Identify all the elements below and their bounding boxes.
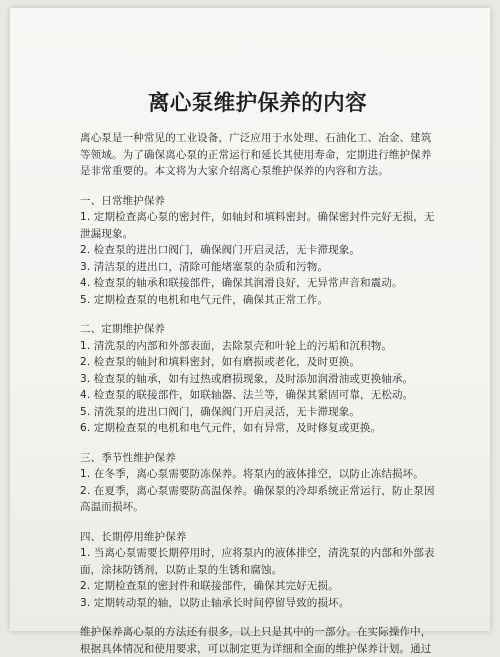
- list-item: 1. 定期检查离心泵的密封件，如轴封和填料密封。确保密封件完好无损，无泄漏现象。: [80, 211, 435, 240]
- closing-section: [80, 624, 435, 657]
- section-seasonal: [80, 450, 435, 516]
- section-heading: 二、定期维护保养: [80, 323, 166, 335]
- section-heading: 四、长期停用维护保养: [80, 530, 187, 543]
- list-item: 4. 检查泵的轴承和联接部件，确保其润滑良好，无异常声音和震动。: [80, 277, 403, 289]
- section-heading: 三、季节性维护保养: [80, 451, 176, 464]
- list-item: 2. 检查泵的进出口阀门，确保阀门开启灵活，无卡滞现象。: [80, 244, 361, 256]
- list-item: 1. 当离心泵需要长期停用时，应将泵内的液体排空，清洗泵的内部和外部表面，涂抹防锈剂，以防止泵的生锈和腐蚀。: [80, 547, 435, 576]
- section-heading: 一、日常维护保养: [80, 194, 166, 207]
- document-page: [10, 8, 490, 655]
- document-body: [80, 130, 435, 657]
- section-long-term: [80, 529, 435, 612]
- list-item: 2. 在夏季，离心泵需要防高温保养。确保泵的冷却系统正常运行，防止泵因高温而损坏。: [80, 484, 435, 513]
- section-daily: [80, 193, 435, 309]
- list-item: 2. 定期检查泵的密封件和联接部件，确保其完好无损。: [80, 580, 339, 592]
- list-item: 1. 在冬季，离心泵需要防冻保养。将泵内的液体排空，以防止冻结损坏。: [80, 468, 424, 480]
- list-item: 6. 定期检查泵的电机和电气元件，如有异常，及时修复或更换。: [80, 422, 382, 434]
- list-item: 4. 检查泵的联接部件，如联轴器、法兰等，确保其紧固可靠，无松动。: [80, 389, 414, 401]
- closing-paragraph: 维护保养离心泵的方法还有很多，以上只是其中的一部分。在实际操作中，根据具体情况和使用要求，可以制定更为详细和全面的维护保养计划。通过: [80, 626, 432, 655]
- list-item: 3. 清洁泵的进出口，清除可能堵塞泵的杂质和污物。: [80, 260, 329, 273]
- list-item: 1. 清洗泵的内部和外部表面，去除泵壳和叶轮上的污垢和沉积物。: [80, 339, 393, 352]
- list-item: 5. 清洗泵的进出口阀门，确保阀门开启灵活，无卡滞现象。: [80, 405, 361, 418]
- list-item: 2. 检查泵的轴封和填料密封，如有磨损或老化，及时更换。: [80, 356, 361, 368]
- list-item: 3. 检查泵的轴承，如有过热或磨损现象，及时添加润滑油或更换轴承。: [80, 372, 414, 385]
- list-item: 3. 定期转动泵的轴，以防止轴承长时间停留导致的损坏。: [80, 596, 350, 609]
- section-periodic: [80, 321, 435, 437]
- document-title: 离心泵维护保养的内容: [147, 91, 367, 116]
- list-item: 5. 定期检查泵的电机和电气元件，确保其正常工作。: [80, 293, 329, 306]
- intro-paragraph: 离心泵是一种常见的工业设备，广泛应用于水处理、石油化工、冶金、建筑等领域。为了确保离心泵的正常运行和延长其使用寿命，定期进行维护保养是非常重要的。本文将为大家介绍离心泵维护保养的内容和方法。: [80, 132, 432, 177]
